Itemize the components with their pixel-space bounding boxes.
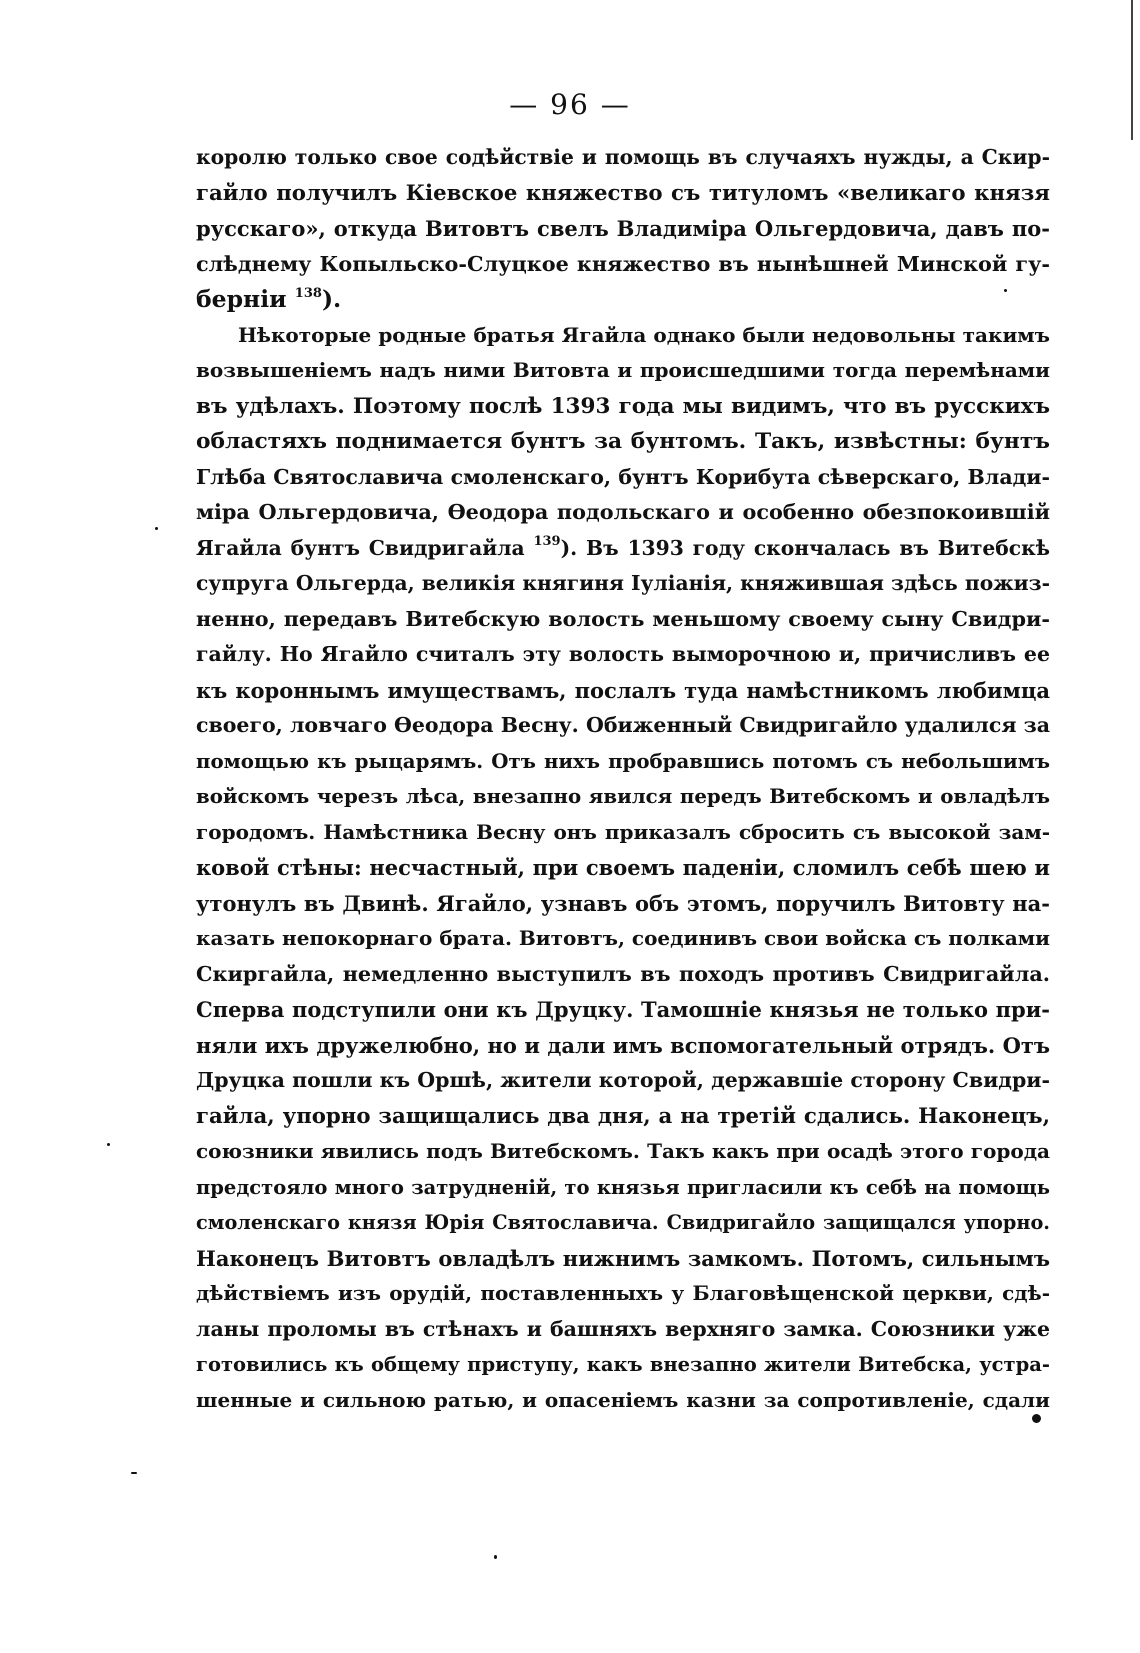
scan-speck (155, 527, 158, 530)
line-text: ). Въ 1393 году скончалась въ Витебскѣ (560, 535, 1050, 560)
scan-speck (107, 1143, 110, 1146)
text-line: союзники явились подъ Витебскомъ. Такъ какъ при осадѣ этого города (196, 1139, 1050, 1163)
text-line: ненно, передавъ Витебскую волость меньшому своему сыну Свидри- (196, 606, 1050, 631)
text-line: ланы проломы въ стѣнахъ и башняхъ верхняго замка. Союзники уже (196, 1316, 1050, 1341)
text-line: къ короннымъ имуществамъ, послалъ туда намѣстникомъ любимца (196, 677, 1050, 703)
text-line: въ удѣлахъ. Поэтому послѣ 1393 года мы видимъ, что въ русскихъ (196, 393, 1050, 419)
text-line: гайло получилъ Кіевское княжество съ титуломъ «великаго князя (196, 180, 1050, 206)
text-line: гайла, упорно защищались два дня, а на третій сдались. Наконецъ, (196, 1103, 1050, 1129)
text-line: русскаго», откуда Витовтъ свелъ Владиміра Ольгердовича, давъ по- (196, 216, 1050, 241)
text-line: міра Ольгердовича, Ѳеодора подольскаго и особенно обезпокоившій (196, 500, 1050, 524)
text-line: Наконецъ Витовтъ овладѣлъ нижнимъ замкомъ. Потомъ, сильнымъ (196, 1245, 1050, 1271)
text-line: Сперва подступили они къ Друцку. Тамошніе князья не только при- (196, 997, 1050, 1022)
text-line: областяхъ поднимается бунтъ за бунтомъ. Такъ, извѣстны: бунтъ (196, 429, 1050, 454)
text-line: супруга Ольгерда, великія княгиня Іуліанія, княжившая здѣсь пожиз- (196, 571, 1050, 595)
scan-speck (1032, 1414, 1041, 1423)
text-line: гайлу. Но Ягайло считалъ эту волость выморочною и, причисливъ ее (196, 642, 1050, 666)
text-line: Друцка пошли къ Оршѣ, жители которой, державшіе сторону Свидри- (196, 1068, 1050, 1092)
text-line: ковой стѣны: несчастный, при своемъ паденіи, сломилъ себѣ шею и (196, 855, 1050, 880)
footnote-ref: 139 (533, 533, 561, 549)
text-line (196, 531, 1050, 567)
line-text: берніи (196, 285, 295, 313)
text-line: слѣднему Копыльско-Слуцкое княжество въ нынѣшней Минской гу- (196, 251, 1050, 276)
text-line: возвышеніемъ надъ ними Витовта и происшедшими тогда перемѣнами (196, 358, 1050, 382)
text-line: утонулъ въ Двинѣ. Ягайло, узнавъ объ этомъ, поручилъ Витовту на- (196, 890, 1050, 916)
page-number: — 96 — (509, 88, 631, 121)
scan-speck (1004, 289, 1007, 292)
text-line: Глѣба Святославича смоленскаго, бунтъ Корибута сѣверскаго, Влади- (196, 464, 1050, 489)
body-text (196, 140, 1050, 1418)
text-line: смоленскаго князя Юрія Святославича. Свидригайло защищался упорно. (196, 1211, 1050, 1234)
scan-speck (131, 1472, 137, 1474)
text-line (196, 282, 1050, 318)
text-line: войскомъ черезъ лѣса, внезапно явился передъ Витебскомъ и овладѣлъ (196, 784, 1050, 808)
line-text: Ягайла бунтъ Свидригайла (196, 535, 534, 560)
text-line: няли ихъ дружелюбно, но и дали имъ вспомогательный отрядъ. Отъ (196, 1032, 1050, 1058)
footnote-ref: 138 (294, 286, 322, 301)
text-line: шенные и сильною ратью, и опасеніемъ казни за сопротивленіе, сдали (196, 1387, 1050, 1412)
text-line: Скиргайла, немедленно выступилъ въ походъ противъ Свидригайла. (196, 961, 1050, 986)
text-line: Нѣкоторые родные братья Ягайла однако были недовольны такимъ (238, 322, 1050, 347)
line-text: ). (321, 285, 342, 313)
text-line: королю только свое содѣйствіе и помощь въ случаяхъ нужды, а Скир- (196, 145, 1050, 169)
scan-speck (494, 1555, 497, 1559)
text-line: готовились къ общему приступу, какъ внезапно жители Витебска, устра- (196, 1353, 1050, 1376)
text-line: своего, ловчаго Ѳеодора Весну. Обиженный Свидригайло удалился за (196, 713, 1050, 737)
text-line: помощью къ рыцарямъ. Отъ нихъ пробравшись потомъ съ небольшимъ (196, 748, 1050, 773)
text-line: казать непокорнаго брата. Витовтъ, соединивъ свои войска съ полками (196, 926, 1050, 950)
text-line: дѣйствіемъ изъ орудій, поставленныхъ у Благовѣщенской церкви, сдѣ- (196, 1281, 1050, 1305)
text-line: предстояло много затрудненій, то князья пригласили къ себѣ на помощь (196, 1175, 1050, 1199)
text-line: городомъ. Намѣстника Весну онъ приказалъ сбросить съ высокой зам- (196, 819, 1050, 844)
scan-edge (1131, 0, 1133, 140)
